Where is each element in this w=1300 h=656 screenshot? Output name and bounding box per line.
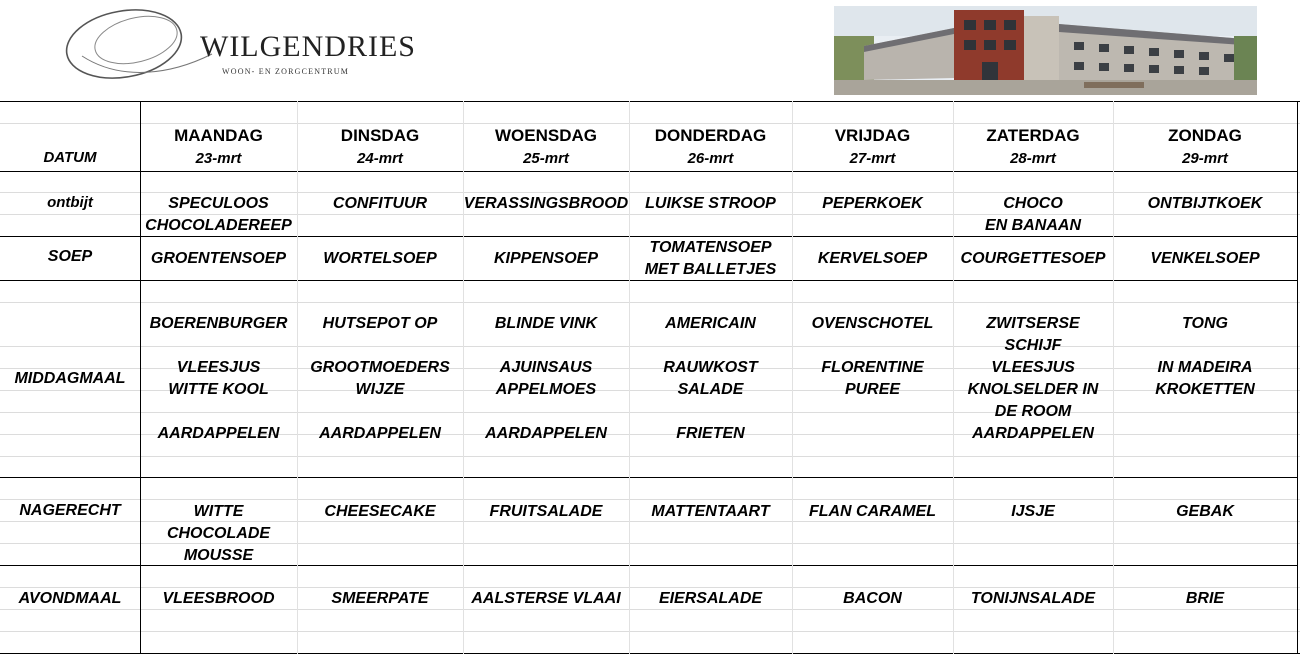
middagmaal-cell-1-line-3: WIJZE [355, 381, 405, 398]
middagmaal-cell-5-line-4: DE ROOM [994, 403, 1072, 420]
soep-cell-4-line-0: KERVELSOEP [817, 250, 928, 267]
day-date-0: 23-mrt [195, 150, 242, 167]
row-label-avondmaal: AVONDMAAL [18, 590, 122, 607]
middagmaal-cell-5-line-5: AARDAPPELEN [972, 425, 1094, 442]
day-name-6: ZONDAG [1168, 126, 1242, 145]
middagmaal-cell-3-line-2: RAUWKOST [663, 359, 758, 376]
brand-subtitle: WOON- EN ZORGCENTRUM [222, 67, 350, 76]
middagmaal-cell-1-line-5: AARDAPPELEN [319, 425, 441, 442]
day-date-1: 24-mrt [357, 150, 403, 167]
ontbijt-cell-6-line-0: ONTBIJTKOEK [1147, 195, 1263, 212]
day-name-0: MAANDAG [174, 126, 263, 145]
soep-cell-6-line-0: VENKELSOEP [1150, 250, 1260, 267]
nagerecht-cell-5-line-0: IJSJE [1011, 503, 1055, 520]
middagmaal-cell-4-line-3: PUREE [844, 381, 901, 398]
avondmaal-cell-0-line-0: VLEESBROOD [162, 590, 275, 607]
ontbijt-cell-0-line-0: SPECULOOS [168, 195, 269, 212]
day-date-5: 28-mrt [1010, 150, 1056, 167]
row-label-nagerecht: NAGERECHT [19, 502, 121, 519]
middagmaal-cell-0-line-3: WITTE KOOL [168, 381, 269, 398]
ontbijt-cell-4-line-0: PEPERKOEK [822, 195, 923, 212]
nagerecht-cell-6-line-0: GEBAK [1176, 503, 1234, 520]
avondmaal-cell-1-line-0: SMEERPATE [331, 590, 429, 607]
ontbijt-cell-2-line-0: VERASSINGSBROOD [463, 195, 629, 212]
nagerecht-cell-4-line-0: FLAN CARAMEL [808, 503, 937, 520]
middagmaal-cell-6-line-3: KROKETTEN [1155, 381, 1255, 398]
ontbijt-cell-5-line-0: CHOCO [1003, 195, 1063, 212]
middagmaal-cell-1-line-2: GROOTMOEDERS [310, 359, 450, 376]
column-divider [1297, 101, 1298, 654]
grid-line [0, 456, 1300, 457]
soep-cell-1-line-0: WORTELSOEP [323, 250, 437, 267]
row-divider [0, 653, 1300, 654]
middagmaal-cell-1-line-0: HUTSEPOT OP [322, 315, 438, 332]
row-label-soep: SOEP [47, 248, 93, 265]
middagmaal-cell-2-line-2: AJUINSAUS [499, 359, 593, 376]
middagmaal-cell-2-line-0: BLINDE VINK [494, 315, 598, 332]
nagerecht-cell-1-line-0: CHEESECAKE [324, 503, 436, 520]
middagmaal-cell-0-line-2: VLEESJUS [176, 359, 261, 376]
middagmaal-cell-6-line-2: IN MADEIRA [1157, 359, 1253, 376]
middagmaal-cell-2-line-5: AARDAPPELEN [485, 425, 607, 442]
soep-cell-0-line-0: GROENTENSOEP [150, 250, 287, 267]
middagmaal-cell-5-line-1: SCHIJF [1004, 337, 1062, 354]
middagmaal-cell-0-line-0: BOERENBURGER [149, 315, 288, 332]
nagerecht-cell-0-line-1: CHOCOLADE [166, 525, 271, 542]
soep-cell-5-line-0: COURGETTESOEP [960, 250, 1106, 267]
grid-line [0, 123, 1300, 124]
day-name-2: WOENSDAG [495, 126, 597, 145]
soep-cell-3-line-1: MET BALLETJES [644, 261, 777, 278]
brand-name: WILGENDRIES [200, 30, 416, 63]
middagmaal-cell-0-line-5: AARDAPPELEN [157, 425, 280, 442]
day-date-6: 29-mrt [1182, 150, 1228, 167]
ontbijt-cell-5-line-1: EN BANAAN [985, 217, 1081, 234]
day-date-3: 26-mrt [687, 150, 734, 167]
middagmaal-cell-3-line-3: SALADE [677, 381, 744, 398]
datum-label: DATUM [43, 149, 97, 166]
day-name-5: ZATERDAG [986, 126, 1080, 145]
day-date-2: 25-mrt [523, 150, 569, 167]
row-divider [0, 477, 1298, 478]
middagmaal-cell-3-line-0: AMERICAIN [665, 315, 756, 332]
middagmaal-cell-3-line-5: FRIETEN [676, 425, 745, 442]
ontbijt-cell-1-line-0: CONFITUUR [332, 195, 428, 212]
middagmaal-cell-5-line-3: KNOLSELDER IN [967, 381, 1099, 398]
grid-line [0, 499, 1300, 500]
ontbijt-cell-3-line-0: LUIKSE STROOP [645, 195, 776, 212]
avondmaal-cell-2-line-0: AALSTERSE VLAAI [471, 590, 621, 607]
grid-line [0, 631, 1300, 632]
avondmaal-cell-5-line-0: TONIJNSALADE [970, 590, 1096, 607]
day-date-4: 27-mrt [849, 150, 896, 167]
middagmaal-cell-5-line-2: VLEESJUS [991, 359, 1075, 376]
soep-cell-3-line-0: TOMATENSOEP [649, 239, 772, 256]
row-divider [0, 171, 1298, 172]
avondmaal-cell-6-line-0: BRIE [1185, 590, 1225, 607]
middagmaal-cell-4-line-2: FLORENTINE [821, 359, 924, 376]
middagmaal-cell-5-line-0: ZWITSERSE [986, 315, 1080, 332]
day-name-3: DONDERDAG [654, 126, 767, 145]
soep-cell-2-line-0: KIPPENSOEP [493, 250, 599, 267]
ontbijt-cell-0-line-1: CHOCOLADEREEP [145, 217, 292, 234]
avondmaal-cell-3-line-0: EIERSALADE [658, 590, 763, 607]
day-name-4: VRIJDAG [834, 126, 911, 145]
middagmaal-cell-2-line-3: APPELMOES [495, 381, 597, 398]
nagerecht-cell-3-line-0: MATTENTAART [651, 503, 770, 520]
row-divider [0, 101, 1300, 102]
day-name-1: DINSDAG [340, 126, 420, 145]
grid-line [0, 302, 1300, 303]
nagerecht-cell-0-line-2: MOUSSE [183, 547, 254, 564]
middagmaal-cell-6-line-0: TONG [1182, 315, 1228, 332]
row-label-ontbijt: ontbijt [47, 194, 93, 211]
nagerecht-cell-2-line-0: FRUITSALADE [489, 503, 603, 520]
row-label-middagmaal: MIDDAGMAAL [14, 370, 126, 387]
avondmaal-cell-4-line-0: BACON [843, 590, 902, 607]
middagmaal-cell-4-line-0: OVENSCHOTEL [811, 315, 934, 332]
nagerecht-cell-0-line-0: WITTE [193, 503, 244, 520]
